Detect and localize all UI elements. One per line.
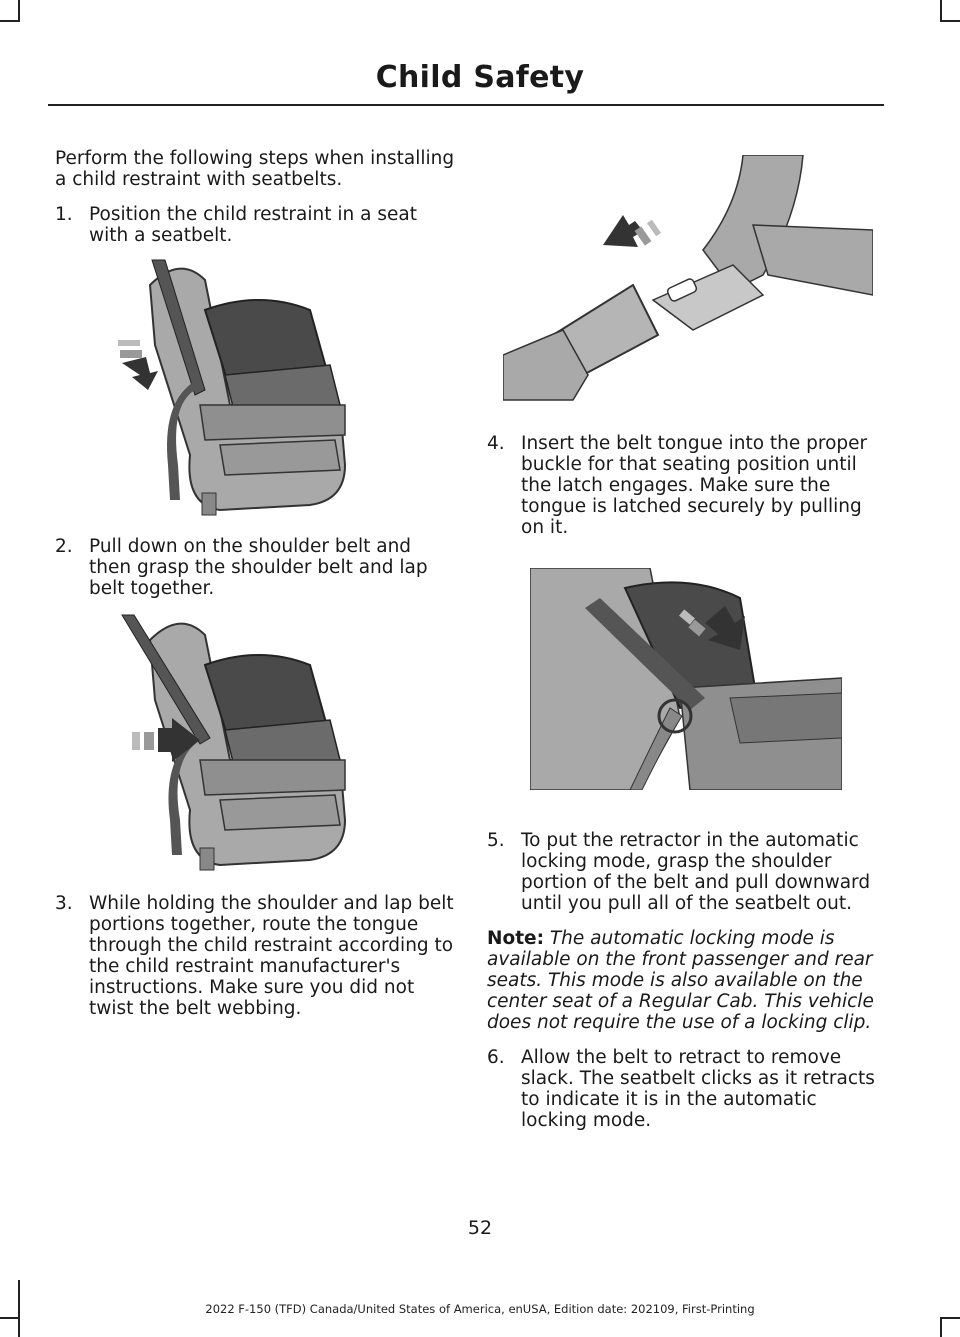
child-seat-illustration-1 <box>110 255 360 525</box>
page-title: Child Safety <box>375 60 585 95</box>
child-seat-illustration-2 <box>110 610 360 875</box>
note-text: The automatic locking mode is available on the front passenger and rear seats. This mode is also available on the center seat of a Regular Cab. This vehicle does not require the use of a locking clip. <box>487 928 874 1033</box>
step-number: 4. <box>487 433 505 454</box>
step-number: 6. <box>487 1047 505 1068</box>
step-4 <box>487 433 887 538</box>
left-column-step-3 <box>55 893 460 1033</box>
crop-mark <box>940 0 942 22</box>
right-column-step-5-6 <box>487 830 887 1145</box>
page-number: 52 <box>467 1217 493 1239</box>
step-number: 2. <box>55 536 73 557</box>
crop-mark <box>940 1317 960 1319</box>
seatbelt-buckle-illustration <box>503 155 873 405</box>
step-5 <box>487 830 887 914</box>
step-number: 1. <box>55 204 73 225</box>
crop-mark <box>0 20 20 22</box>
note-label: Note: <box>487 928 544 949</box>
step-text: Pull down on the shoulder belt and then grasp the shoulder belt and lap belt together. <box>89 536 428 599</box>
left-column-step-2 <box>55 536 455 613</box>
step-text: Position the child restraint in a seat with a seatbelt. <box>89 204 417 246</box>
crop-mark <box>18 0 20 22</box>
note <box>487 928 887 1033</box>
step-text: To put the retractor in the automatic locking mode, grasp the shoulder portion of the belt and pull downward until you pull all of the seatbelt out. <box>521 830 871 914</box>
step-1 <box>55 204 455 246</box>
left-arrow-icon <box>603 215 661 247</box>
crop-mark <box>940 1317 942 1337</box>
footer-text: 2022 F-150 (TFD) Canada/United States of America, enUSA, Edition date: 202109, First-Printing <box>205 1302 755 1316</box>
step-text: Allow the belt to retract to remove slack. The seatbelt clicks as it retracts to indicate it is in the automatic locking mode. <box>521 1047 875 1131</box>
step-number: 5. <box>487 830 505 851</box>
step-text: Insert the belt tongue into the proper buckle for that seating position until the latch engages. Make sure the tongue is latched securely by pulling on it. <box>521 433 868 538</box>
intro-text: Perform the following steps when installing a child restraint with seatbelts. <box>55 148 455 190</box>
down-arrow-icon <box>118 340 158 390</box>
step-6 <box>487 1047 887 1131</box>
crop-mark <box>0 1317 20 1319</box>
retractor-pull-illustration <box>530 568 842 790</box>
step-2 <box>55 536 455 599</box>
step-number: 3. <box>55 893 73 914</box>
crop-mark <box>940 20 960 22</box>
right-column-step-4 <box>487 433 887 552</box>
header-divider <box>48 104 884 106</box>
left-column-intro <box>55 148 455 260</box>
step-3 <box>55 893 460 1019</box>
step-text: While holding the shoulder and lap belt portions together, route the tongue through the child restraint according to the child restraint manufacturer's instructions. Make sure you did not twist the belt webbing. <box>89 893 454 1019</box>
